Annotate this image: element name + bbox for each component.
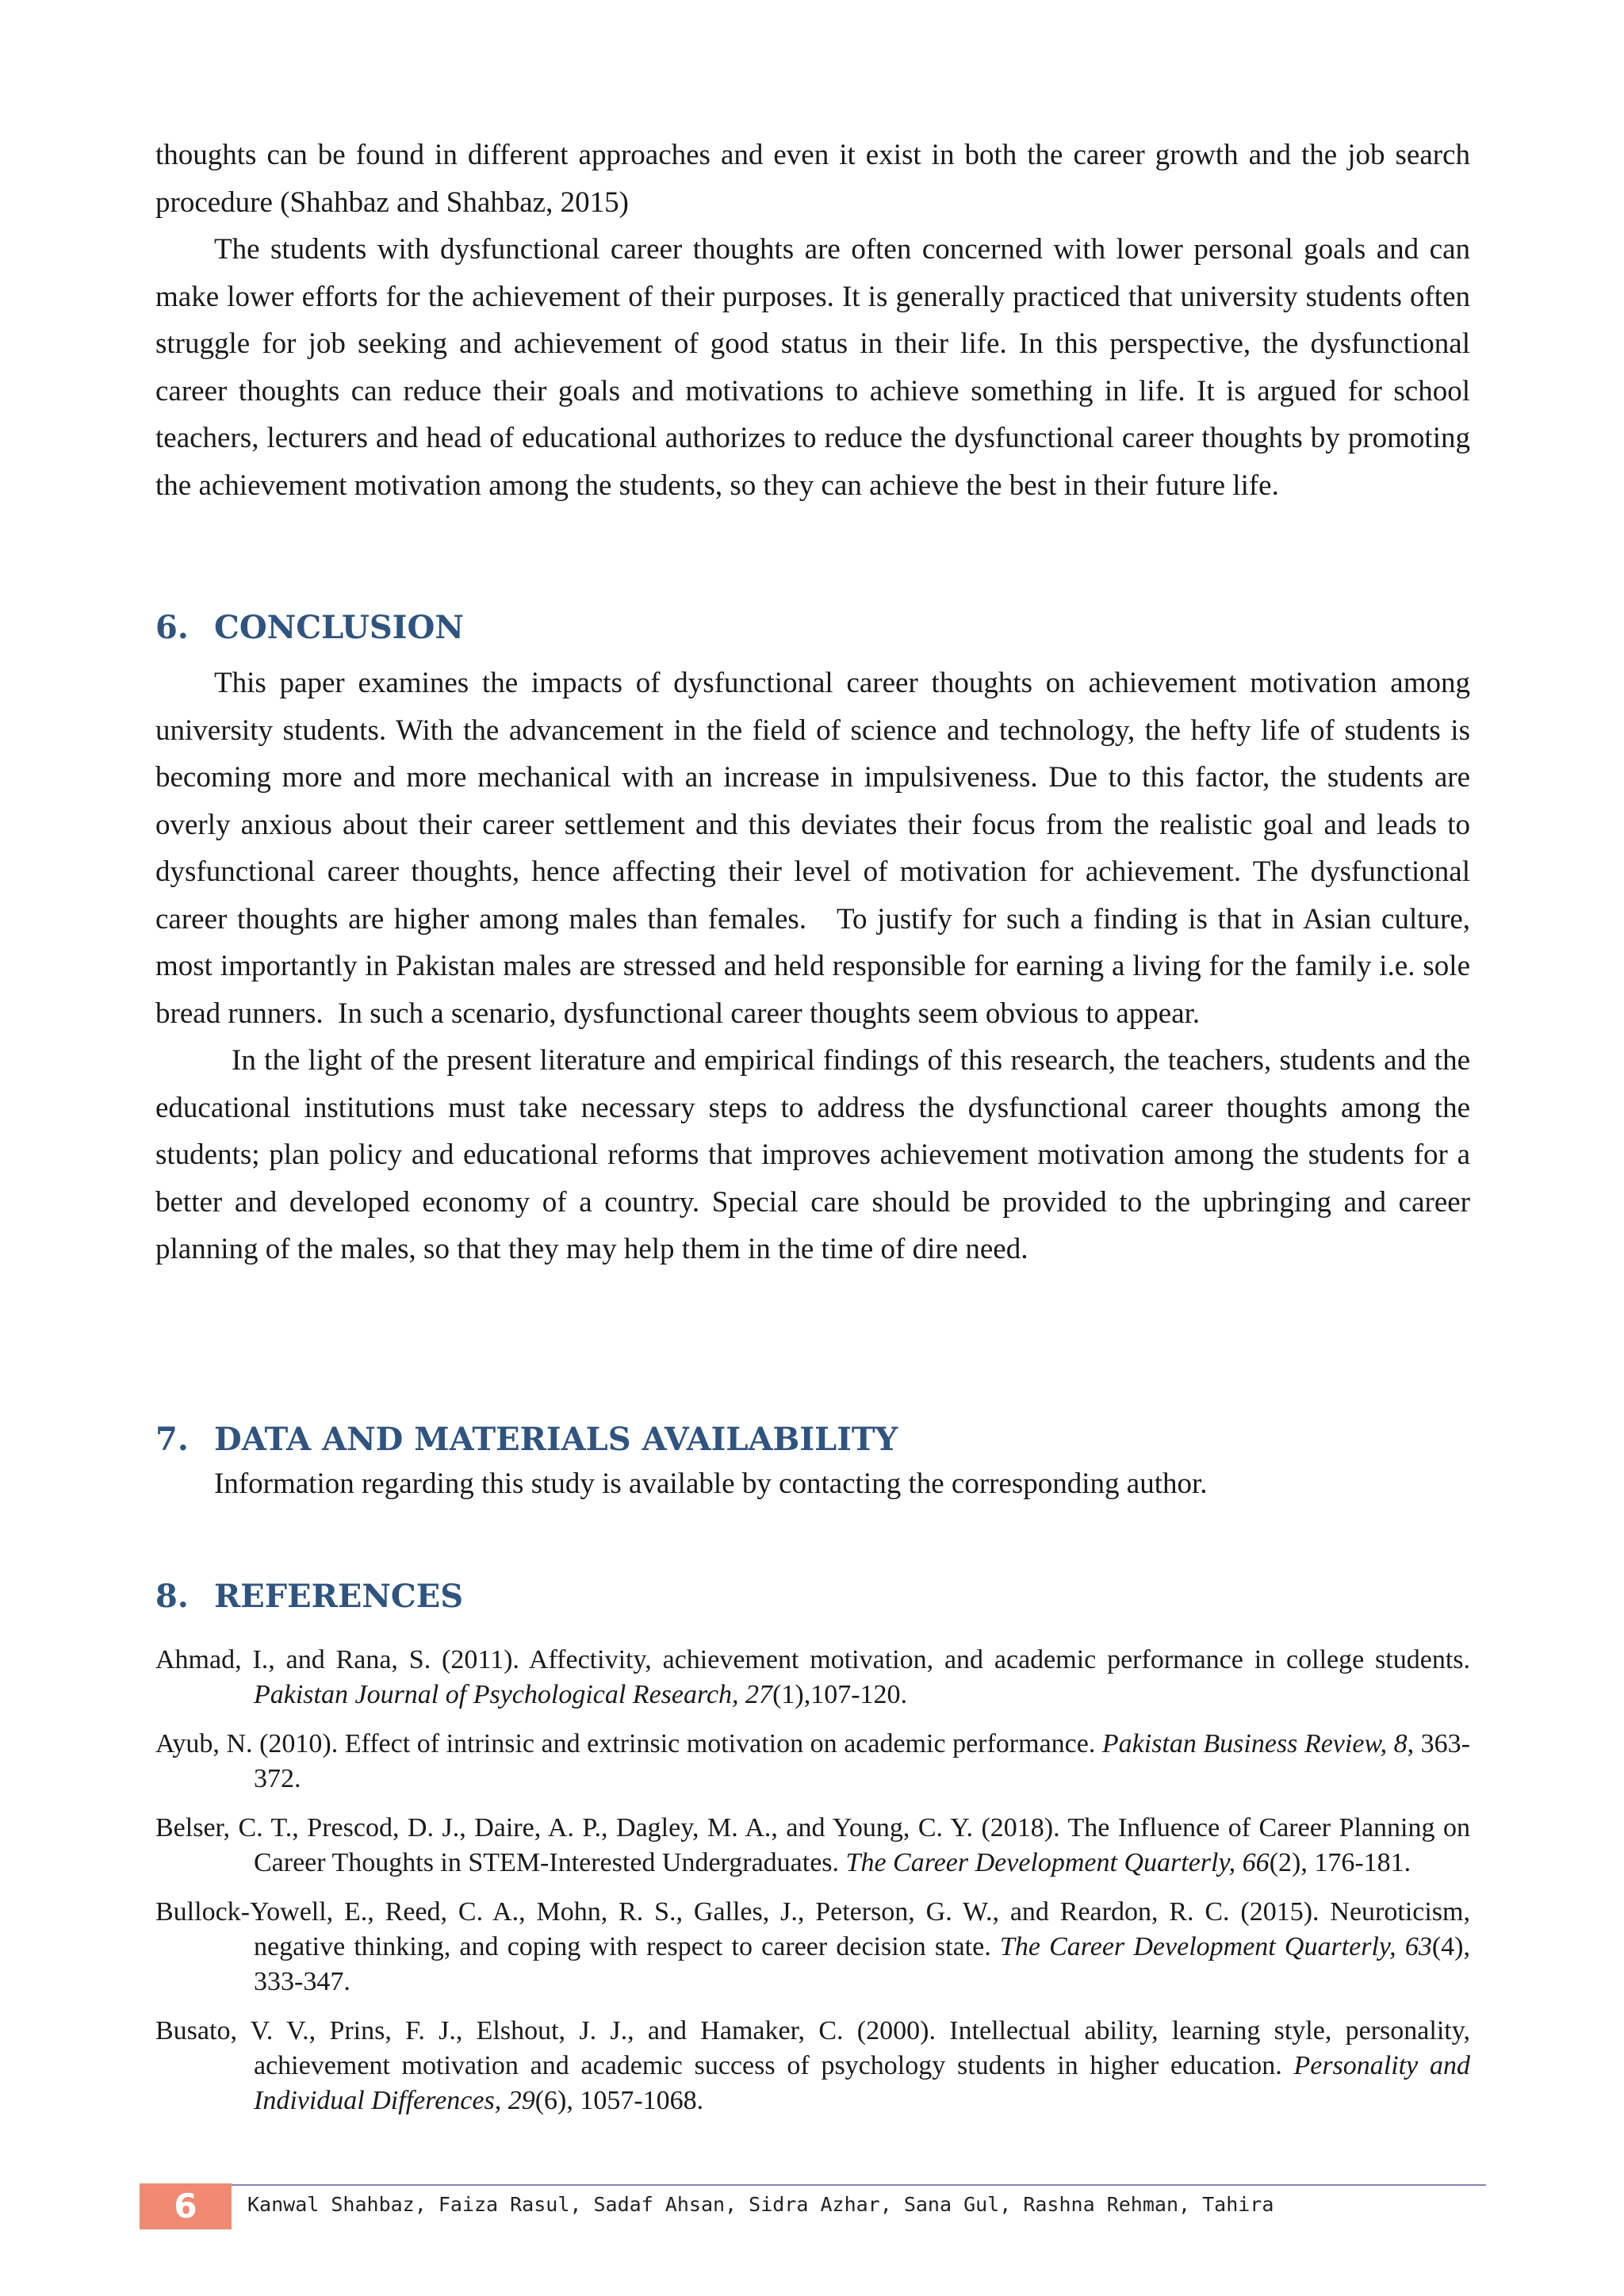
section-title: CONCLUSION [214, 609, 464, 646]
section-number: 8. [155, 1578, 189, 1615]
paragraph: The students with dysfunctional career thoughts are often concerned with lower personal goals and can make lower efforts for the achievement of their purposes. It is generally practiced that university students often struggle for job seeking and achievement of good status in their life. In this perspective, the dysfunctional career thoughts can reduce their goals and motivations to achieve something in life. It is argued for school teachers, lecturers and head of educational authorizes to reduce the dysfunctional career thoughts by promoting the achievement motivation among the students, so they can achieve the best in their future life. [155, 233, 1470, 502]
reference-item: Belser, C. T., Prescod, D. J., Daire, A. P., Dagley, M. A., and Young, C. Y. (2018). The Influence of Career Planning on Career Thoughts in STEM-Interested Undergraduates. The Career Development Quarterly, 66(2), 176-181. [155, 1813, 1470, 1877]
reference-item: Busato, V. V., Prins, F. J., Elshout, J. J., and Hamaker, C. (2000). Intellectual ability, learning style, personality, achievement motivation and academic success of psychology students in higher education. Personality and Individual Differences, 29(6), 1057-1068. [155, 2016, 1470, 2115]
section-heading-references [155, 1578, 463, 1615]
section-heading-conclusion [155, 609, 464, 646]
paragraph: thoughts can be found in different approaches and even it exist in both the career growth and the job search procedure (Shahbaz and Shahbaz, 2015) [155, 139, 1470, 219]
section-number: 6. [155, 609, 189, 646]
paragraph: In the light of the present literature and empirical findings of this research, the teachers, students and the educational institutions must take necessary steps to address the dysfunctional career thoughts among the students; plan policy and educational reforms that improves achievement motivation among the students for a better and developed economy of a country. Special care should be provided to the upbringing and career planning of the males, so that they may help them in the time of dire need. [155, 1044, 1470, 1265]
data-availability-body [214, 1460, 1470, 1508]
paragraph: Information regarding this study is available by contacting the corresponding author. [214, 1468, 1208, 1500]
section-title: DATA AND MATERIALS AVAILABILITY [214, 1421, 898, 1458]
section-title: REFERENCES [214, 1578, 464, 1615]
section-heading-data-availability [155, 1421, 898, 1458]
footer-authors: Kanwal Shahbaz, Faiza Rasul, Sadaf Ahsan, Sidra Azhar, Sana Gul, Rashna Rehman, Tahira [247, 2193, 1274, 2216]
reference-list [155, 1643, 1470, 2133]
conclusion-body [155, 660, 1470, 1273]
reference-item: Bullock-Yowell, E., Reed, C. A., Mohn, R. S., Galles, J., Peterson, G. W., and Reardon, R. C. (2015). Neuroticism, negative thinking, and coping with respect to career decision state. The Career Development Quarterly, 63(4), 333-347. [155, 1897, 1470, 1996]
page-number: 6 [140, 2183, 232, 2229]
section-number: 7. [155, 1421, 189, 1458]
discussion-continuation [155, 132, 1470, 509]
footer-divider [230, 2184, 1486, 2186]
reference-item: Ayub, N. (2010). Effect of intrinsic and extrinsic motivation on academic performance. Pakistan Business Review, 8, 363-372. [155, 1729, 1471, 1793]
paragraph: This paper examines the impacts of dysfunctional career thoughts on achievement motivation among university students. With the advancement in the field of science and technology, the hefty life of students is becoming more and more mechanical with an increase in impulsiveness. Due to this factor, the students are overly anxious about their career settlement and this deviates their focus from the realistic goal and leads to dysfunctional career thoughts, hence affecting their level of motivation for achievement. The dysfunctional career thoughts are higher among males than females. To justify for such a finding is that in Asian culture, most importantly in Pakistan males are stressed and held responsible for earning a living for the family i.e. sole bread runners. In such a scenario, dysfunctional career thoughts seem obvious to appear. [155, 667, 1470, 1030]
reference-item: Ahmad, I., and Rana, S. (2011). Affectivity, achievement motivation, and academic performance in college students. Pakistan Journal of Psychological Research, 27(1),107-120. [155, 1645, 1470, 1709]
